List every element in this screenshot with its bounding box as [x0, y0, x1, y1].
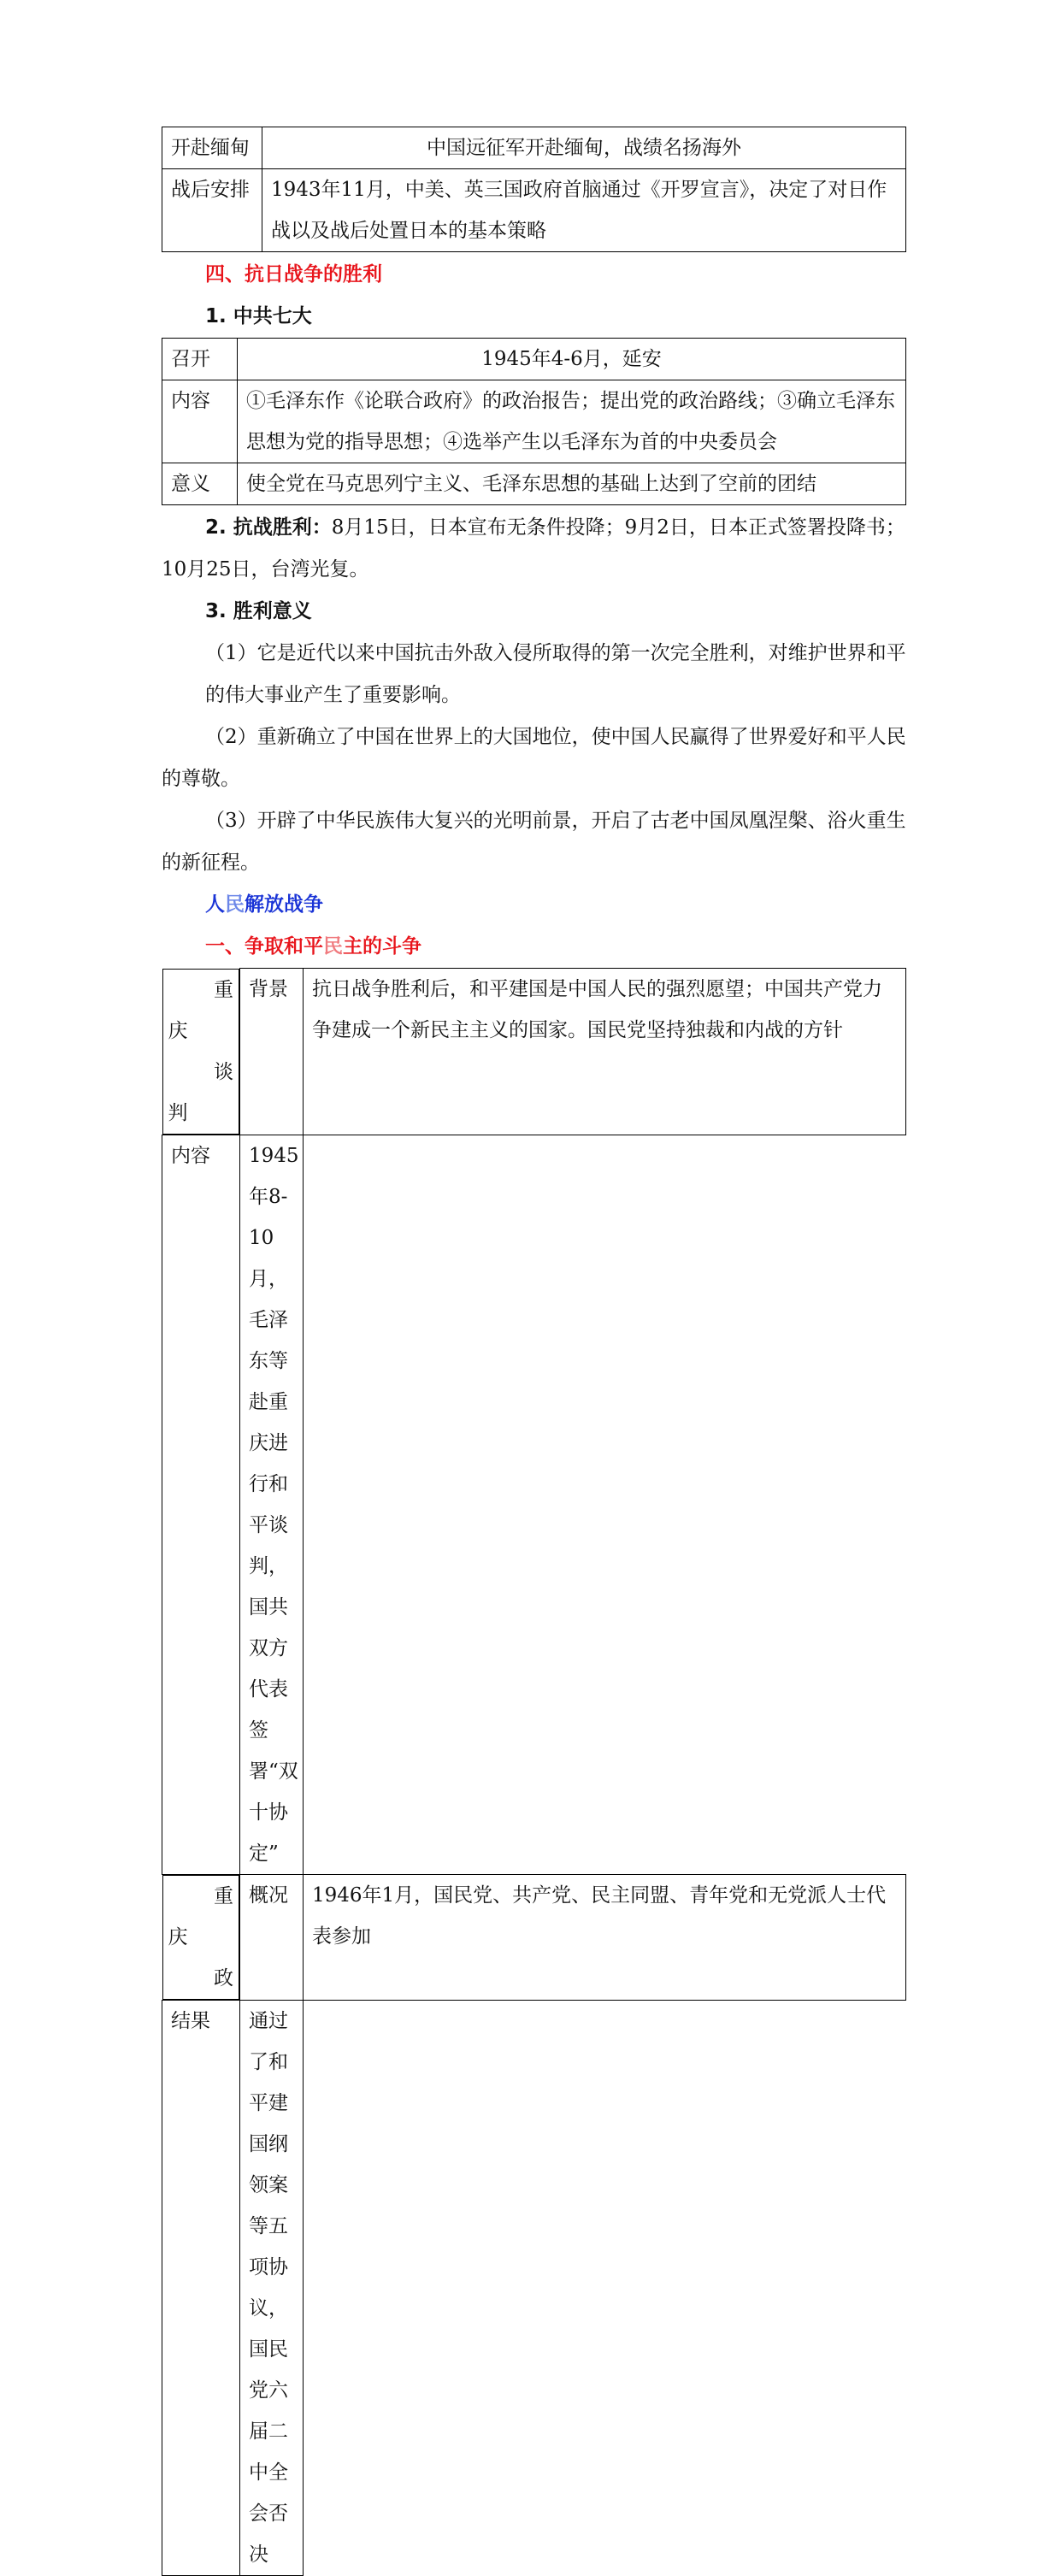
document-page: [162, 127, 906, 2576]
subsection-heading: 1. 中共七大: [205, 305, 312, 327]
row-content: 通过了和平建国纲领案等五项协议，国民党六届二中全会否决: [240, 2000, 304, 2575]
significance-paragraph-1b: 的伟大事业产生了重要影响。: [205, 684, 461, 706]
section-heading-part: 主的斗争: [343, 935, 421, 958]
section-heading-part: 民: [323, 935, 343, 958]
row-label: 概况: [240, 1874, 304, 2000]
row-content: 1946年1月，国民党、共产党、民主同盟、青年党和无党派人士代表参加: [304, 1874, 906, 2000]
chapter-title-part: 人: [205, 893, 225, 916]
significance-paragraph-2: （2）重新确立了中国在世界上的大国地位，使中国人民赢得了世界爱好和平人民的尊敬。: [162, 726, 906, 790]
row-content: 1945年8-10月，毛泽东等赴重庆进行和平谈判，国共双方代表签署“双十协定”: [240, 1135, 304, 1874]
row-label: 开赴缅甸: [162, 127, 262, 169]
group-label-chongqing-talks: 重 庆 谈 判: [162, 969, 240, 1135]
chapter-title-part: 解放战争: [245, 893, 323, 916]
table-row: [162, 339, 906, 380]
row-label: 内容: [162, 380, 238, 463]
section-heading: [162, 926, 906, 968]
victory-text: 8月15日，日本宣布无条件投降；9月2日，日本正式签署投降书；10月25日，台湾光复。: [162, 516, 905, 581]
table-row: [162, 1874, 906, 2000]
row-label: 意义: [162, 463, 238, 505]
table-row: [162, 169, 906, 252]
significance-paragraph-1a: （1）它是近代以来中国抗击外敌入侵所取得的第一次完全胜利，对维护世界和平: [205, 642, 906, 664]
table-row: [162, 2000, 906, 2575]
row-label: 战后安排: [162, 169, 262, 252]
victory-label: 2. 抗战胜利：: [205, 516, 332, 539]
row-content: ①毛泽东作《论联合政府》的政治报告；提出党的政治路线；③确立毛泽东思想为党的指导思想；④选举产生以毛泽东为首的中央委员会: [238, 380, 906, 463]
subsection-heading: 3. 胜利意义: [205, 600, 312, 622]
significance-paragraph-3: （3）开辟了中华民族伟大复兴的光明前景，开启了古老中国凤凰涅槃、浴火重生的新征程。: [162, 810, 906, 874]
table-row: [162, 380, 906, 463]
table-row: [162, 969, 906, 1135]
row-label: 召开: [162, 339, 238, 380]
row-label: 结果: [162, 2000, 240, 2575]
table-row: [162, 127, 906, 169]
row-content: 1945年4-6月，延安: [238, 339, 906, 380]
table-row: [162, 463, 906, 505]
group-label-political-consultative: 重 庆 政: [162, 1875, 240, 2000]
chapter-title-part: 民: [225, 893, 245, 916]
section-heading: 四、抗日战争的胜利: [205, 263, 382, 286]
victory-paragraph: [162, 507, 906, 591]
chapter-title: [162, 884, 906, 926]
section-heading-part: 一、争取和平: [205, 935, 323, 958]
table-peace-struggle: [162, 968, 906, 2576]
table-row: [162, 1135, 906, 1874]
table-seventh-congress: [162, 338, 906, 505]
row-content: 抗日战争胜利后，和平建国是中国人民的强烈愿望；中国共产党力争建成一个新民主主义的国家。国民党坚持独裁和内战的方针: [304, 969, 906, 1135]
row-content: 使全党在马克思列宁主义、毛泽东思想的基础上达到了空前的团结: [238, 463, 906, 505]
row-label: 背景: [240, 969, 304, 1135]
row-label: 内容: [162, 1135, 240, 1874]
table-overseas-expedition: [162, 127, 906, 252]
row-content: 1943年11月，中美、英三国政府首脑通过《开罗宣言》，决定了对日作战以及战后处置日本的基本策略: [262, 169, 906, 252]
row-content: 中国远征军开赴缅甸，战绩名扬海外: [262, 127, 906, 169]
